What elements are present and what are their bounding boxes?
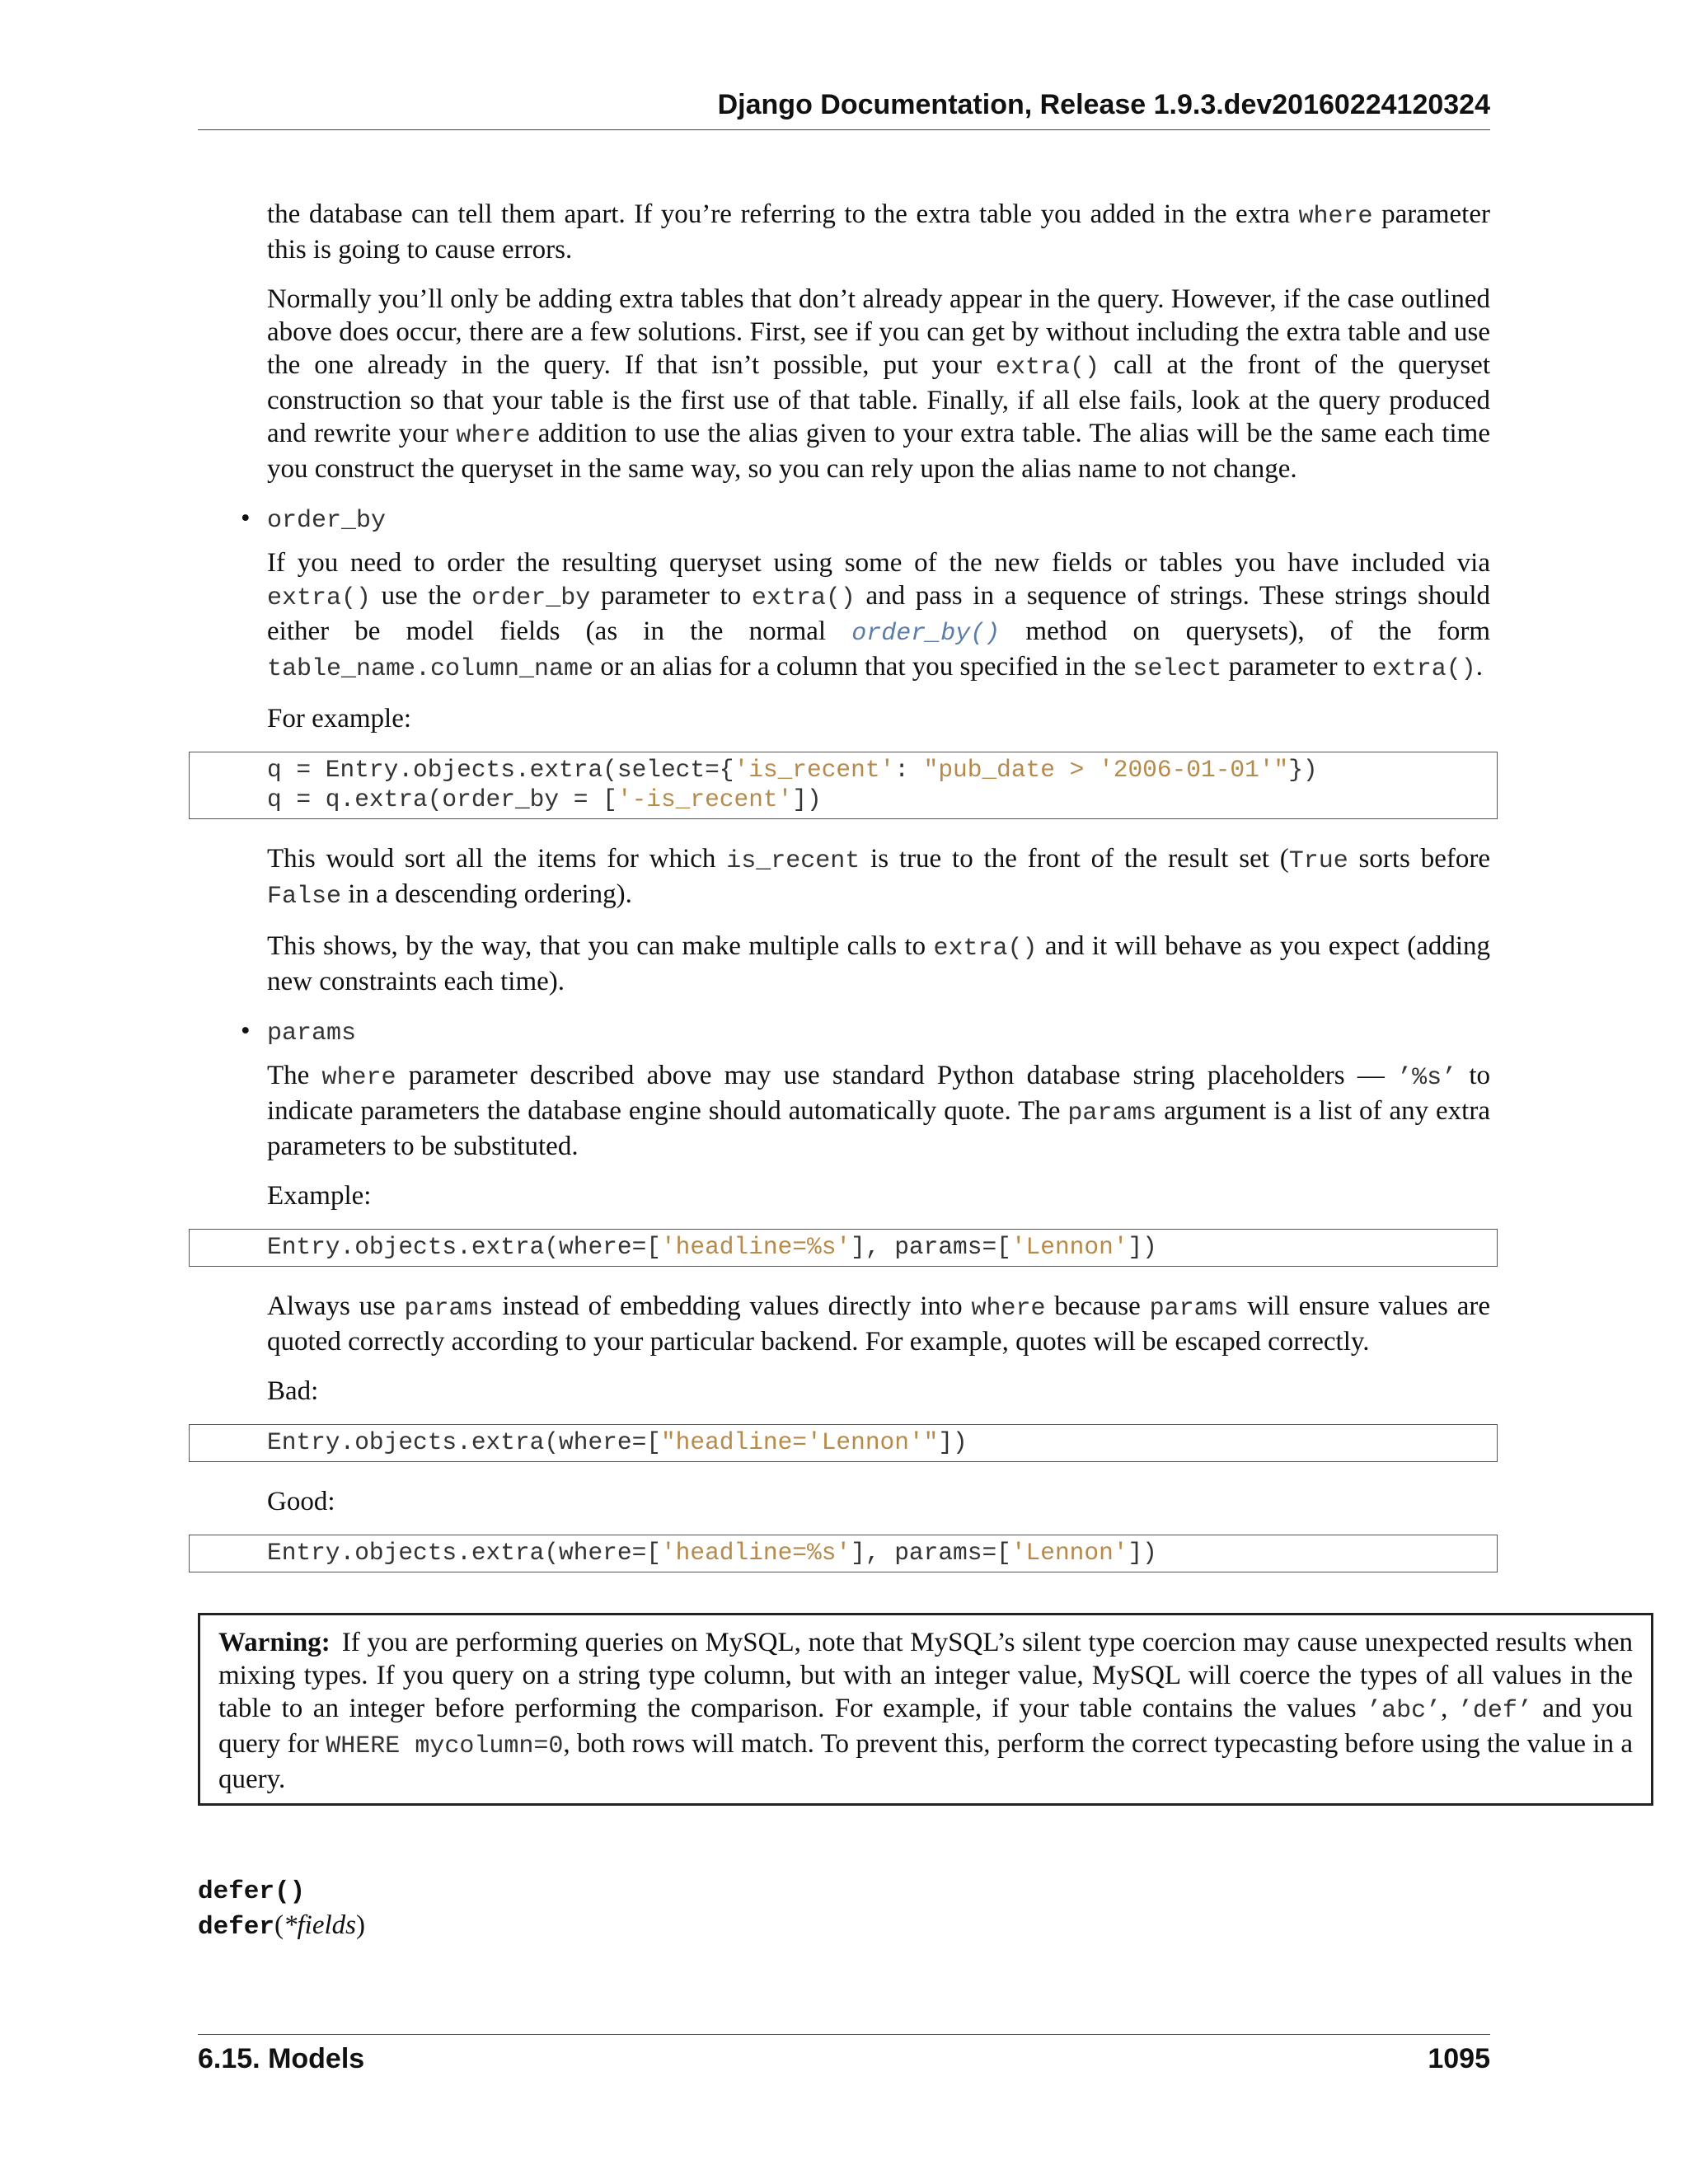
warning-label: Warning: [218, 1628, 331, 1657]
order-by-paragraph-3: This shows, by the way, that you can make multiple calls to extra() and it will behave as you expect (adding new constraints each time). [267, 931, 1490, 996]
params-paragraph-2: Always use params instead of embedding values directly into where because params will ensure values are quoted correctly according to your particular backend. For example, quotes will be escaped correctly. [267, 1291, 1490, 1357]
order-by-paragraph-1: If you need to order the resulting queryset using some of the new fields or tables you have included via extra() use the order_by parameter to extra() and pass in a sequence of strings. These strings should either be model fields (as in the normal order_by() method on querysets), of the form table_name.column_name or an alias for a column that you specified in the select parameter to extra(). [267, 548, 1490, 683]
inline-code: extra() [995, 354, 1100, 382]
page-number: 1095 [1428, 2043, 1490, 2074]
bullet-term: params [267, 1019, 357, 1047]
signature-defer-fields: defer(*fields) [198, 1910, 366, 1942]
signature-defer: defer() [198, 1877, 306, 1906]
params-paragraph-1: The where parameter described above may use standard Python database string placeholders — ’%s’ to indicate parameters the database engine should automatically quote. The params argument is a list of any extra parameters to be substituted. [267, 1061, 1490, 1161]
example-label: Example: [267, 1181, 372, 1211]
code-line: q = q.extra(order_by = ['-is_recent']) [267, 785, 822, 813]
code-block-params-example [189, 1229, 1498, 1267]
inline-code: where [456, 422, 531, 450]
code-line: Entry.objects.extra(where=['headline=%s'], params=['Lennon']) [267, 1539, 1157, 1567]
footer-section: 6.15. Models [198, 2043, 365, 2074]
good-label: Good: [267, 1487, 335, 1516]
header-rule [198, 129, 1490, 130]
footer-rule [198, 2034, 1490, 2035]
example-label: For example: [267, 704, 412, 733]
running-header: Django Documentation, Release 1.9.3.dev20160224120324 [717, 89, 1490, 120]
bad-label: Bad: [267, 1376, 319, 1406]
code-block-bad [189, 1424, 1498, 1462]
intro-paragraph-1: the database can tell them apart. If you’re referring to the extra table you added in the extra where parameter this is going to cause errors. [267, 199, 1490, 265]
bullet-icon: • [241, 1016, 251, 1046]
code-block-good [189, 1535, 1498, 1572]
order-by-paragraph-2: This would sort all the items for which is_recent is true to the front of the result set (True sorts before False in a descending ordering). [267, 844, 1491, 911]
code-block-order-by [189, 752, 1498, 819]
bullet-term: order_by [267, 507, 387, 535]
code-line: q = Entry.objects.extra(select={'is_recent': "pub_date > '2006-01-01'"}) [267, 756, 1318, 784]
bullet-icon: • [241, 504, 251, 533]
code-line: Entry.objects.extra(where=['headline=%s'], params=['Lennon']) [267, 1233, 1157, 1261]
order-by-link[interactable]: order_by() [851, 620, 1001, 648]
bullet-params [241, 1015, 1490, 1047]
bullet-order-by [241, 502, 1490, 535]
main-content [241, 198, 1491, 1596]
warning-box: Warning: If you are performing queries on MySQL, note that MySQL’s silent type coercion may cause unexpected results when mixing types. If you query on a string type column, but with an integer value, MySQL will coerce the types of all values in the table to an integer before performing the comparison. For example, if your table contains the values ’abc’, ’def’ and you query for WHERE mycolumn=0, both rows will match. To prevent this, perform the correct typecasting before using the value in a query. [198, 1613, 1653, 1806]
inline-code: where [1298, 203, 1373, 231]
code-line: Entry.objects.extra(where=["headline='Lennon'"]) [267, 1428, 968, 1456]
intro-paragraph-2: Normally you’ll only be adding extra tables that don’t already appear in the query. However, if the case outlined above does occur, there are a few solutions. First, see if you can get by without including the extra table and use the one already in the query. If that isn’t possible, put your extra() call at the front of the queryset construction so that your table is the first use of that table. Finally, if all else fails, look at the query produced and rewrite your where addition to use the alias given to your extra table. The alias will be the same each time you construct the queryset in the same way, so you can rely upon the alias name to not change. [267, 284, 1490, 484]
